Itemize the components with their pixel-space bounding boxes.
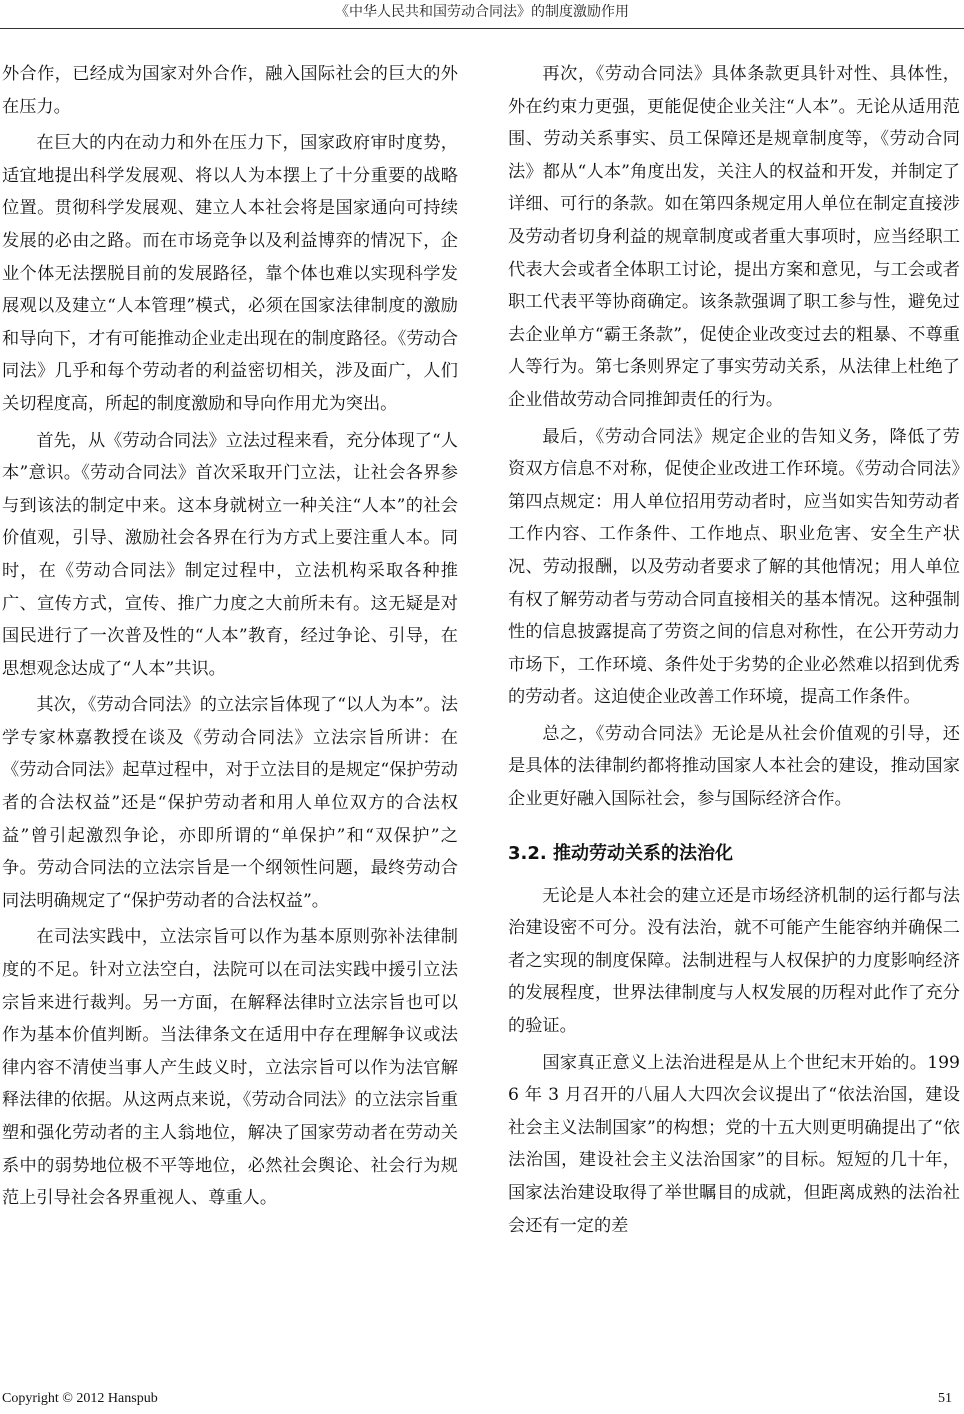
copyright-notice: Copyright © 2012 Hanspub xyxy=(2,1391,158,1406)
right-column xyxy=(508,58,960,1246)
section-heading: 3.2. 推动劳动关系的法治化 xyxy=(508,842,733,864)
paragraph: 首先，从《劳动合同法》立法过程来看，充分体现了“人本”意识。《劳动合同法》首次采取开门立法，让社会各界参与到该法的制定中来。这本身就树立一种关注“人本”的社会价值观，引导、激励社会各界在行为方式上要注重人本。同时，在《劳动合同法》制定过程中，立法机构采取各种推广、宣传方式，宣传、推广力度之大前所未有。这无疑是对国民进行了一次普及性的“人本”教育，经过争论、引导，在思想观念达成了“人本”共识。 xyxy=(2,430,458,679)
paragraph: 其次，《劳动合同法》的立法宗旨体现了“以人为本”。法学专家林嘉教授在谈及《劳动合同法》立法宗旨所讲：在《劳动合同法》起草过程中，对于立法目的是规定“保护劳动者的合法权益”还是“保护劳动者和用人单位双方的合法权益”曾引起激烈争论，亦即所谓的“单保护”和“双保护”之争。劳动合同法的立法宗旨是一个纲领性问题，最终劳动合同法明确规定了“保护劳动者的合法权益”。 xyxy=(2,695,458,911)
paragraph: 在司法实践中，立法宗旨可以作为基本原则弥补法律制度的不足。针对立法空白，法院可以在司法实践中援引立法宗旨来进行裁判。另一方面，在解释法律时立法宗旨也可以作为基本价值判断。当法律条文在适用中存在理解争议或法律内容不清使当事人产生歧义时，立法宗旨可以作为法官解释法律的依据。从这两点来说，《劳动合同法》的立法宗旨重塑和强化劳动者的主人翁地位，解决了国家劳动者在劳动关系中的弱势地位极不平等地位，必然社会舆论、社会行为规范上引导社会各界重视人、尊重人。 xyxy=(2,927,458,1209)
paragraph: 国家真正意义上法治进程是从上个世纪末开始的。1996 年 3 月召开的八届人大四次会议提出了“依法治国，建设社会主义法制国家”的构想；党的十五大则更明确提出了“依法治国，建设社会主义法治国家”的目标。短短的几十年，国家法治建设取得了举世瞩目的成就，但距离成熟的法治社会还有一定的差 xyxy=(508,1052,960,1236)
running-header: 《中华人民共和国劳动合同法》的制度激励作用 xyxy=(335,4,629,20)
paragraph: 最后，《劳动合同法》规定企业的告知义务，降低了劳资双方信息不对称，促使企业改进工作环境。《劳动合同法》第四点规定：用人单位招用劳动者时，应当如实告知劳动者工作内容、工作条件、工作地点、职业危害、安全生产状况、劳动报酬，以及劳动者要求了解的其他情况；用人单位有权了解劳动者与劳动合同直接相关的基本情况。这种强制性的信息披露提高了劳资之间的信息对称性，在公开劳动力市场下，工作环境、条件处于劣势的企业必然难以招到优秀的劳动者。这迫使企业改善工作环境，提高工作条件。 xyxy=(508,426,960,708)
paragraph: 再次，《劳动合同法》具体条款更具针对性、具体性，外在约束力更强，更能促使企业关注“人本”。无论从适用范围、劳动关系事实、员工保障还是规章制度等，《劳动合同法》都从“人本”角度出发，关注人的权益和开发，并制定了详细、可行的条款。如在第四条规定用人单位在制定直接涉及劳动者切身利益的规章制度或者重大事项时，应当经职工代表大会或者全体职工讨论，提出方案和意见，与工会或者职工代表平等协商确定。该条款强调了职工参与性，避免过去企业单方“霸王条款”，促使企业改变过去的粗暴、不尊重人等行为。第七条则界定了事实劳动关系，从法律上杜绝了企业借故劳动合同推卸责任的行为。 xyxy=(508,64,960,410)
header-rule xyxy=(0,28,964,29)
page-number: 51 xyxy=(938,1391,952,1406)
paragraph: 总之，《劳动合同法》无论是从社会价值观的引导，还是具体的法律制约都将推动国家人本社会的建设，推动国家企业更好融入国际社会，参与国际经济合作。 xyxy=(508,723,960,810)
left-column xyxy=(2,58,458,1219)
paragraph: 在巨大的内在动力和外在压力下，国家政府审时度势，适宜地提出科学发展观、将以人为本摆上了十分重要的战略位置。贯彻科学发展观、建立人本社会将是国家通向可持续发展的必由之路。而在市场竞争以及利益博弈的情况下，企业个体无法摆脱目前的发展路径，靠个体也难以实现科学发展观以及建立“人本管理”模式，必须在国家法律制度的激励和导向下，才有可能推动企业走出现在的制度路径。《劳动合同法》几乎和每个劳动者的利益密切相关，涉及面广，人们关切程度高，所起的制度激励和导向作用尤为突出。 xyxy=(2,133,458,414)
paragraph: 无论是人本社会的建立还是市场经济机制的运行都与法治建设密不可分。没有法治，就不可能产生能容纳并确保二者之实现的制度保障。法制进程与人权保护的力度影响经济的发展程度，世界法律制度与人权发展的历程对此作了充分的验证。 xyxy=(508,885,960,1037)
paragraph: 外合作，已经成为国家对外合作，融入国际社会的巨大的外在压力。 xyxy=(2,64,458,117)
